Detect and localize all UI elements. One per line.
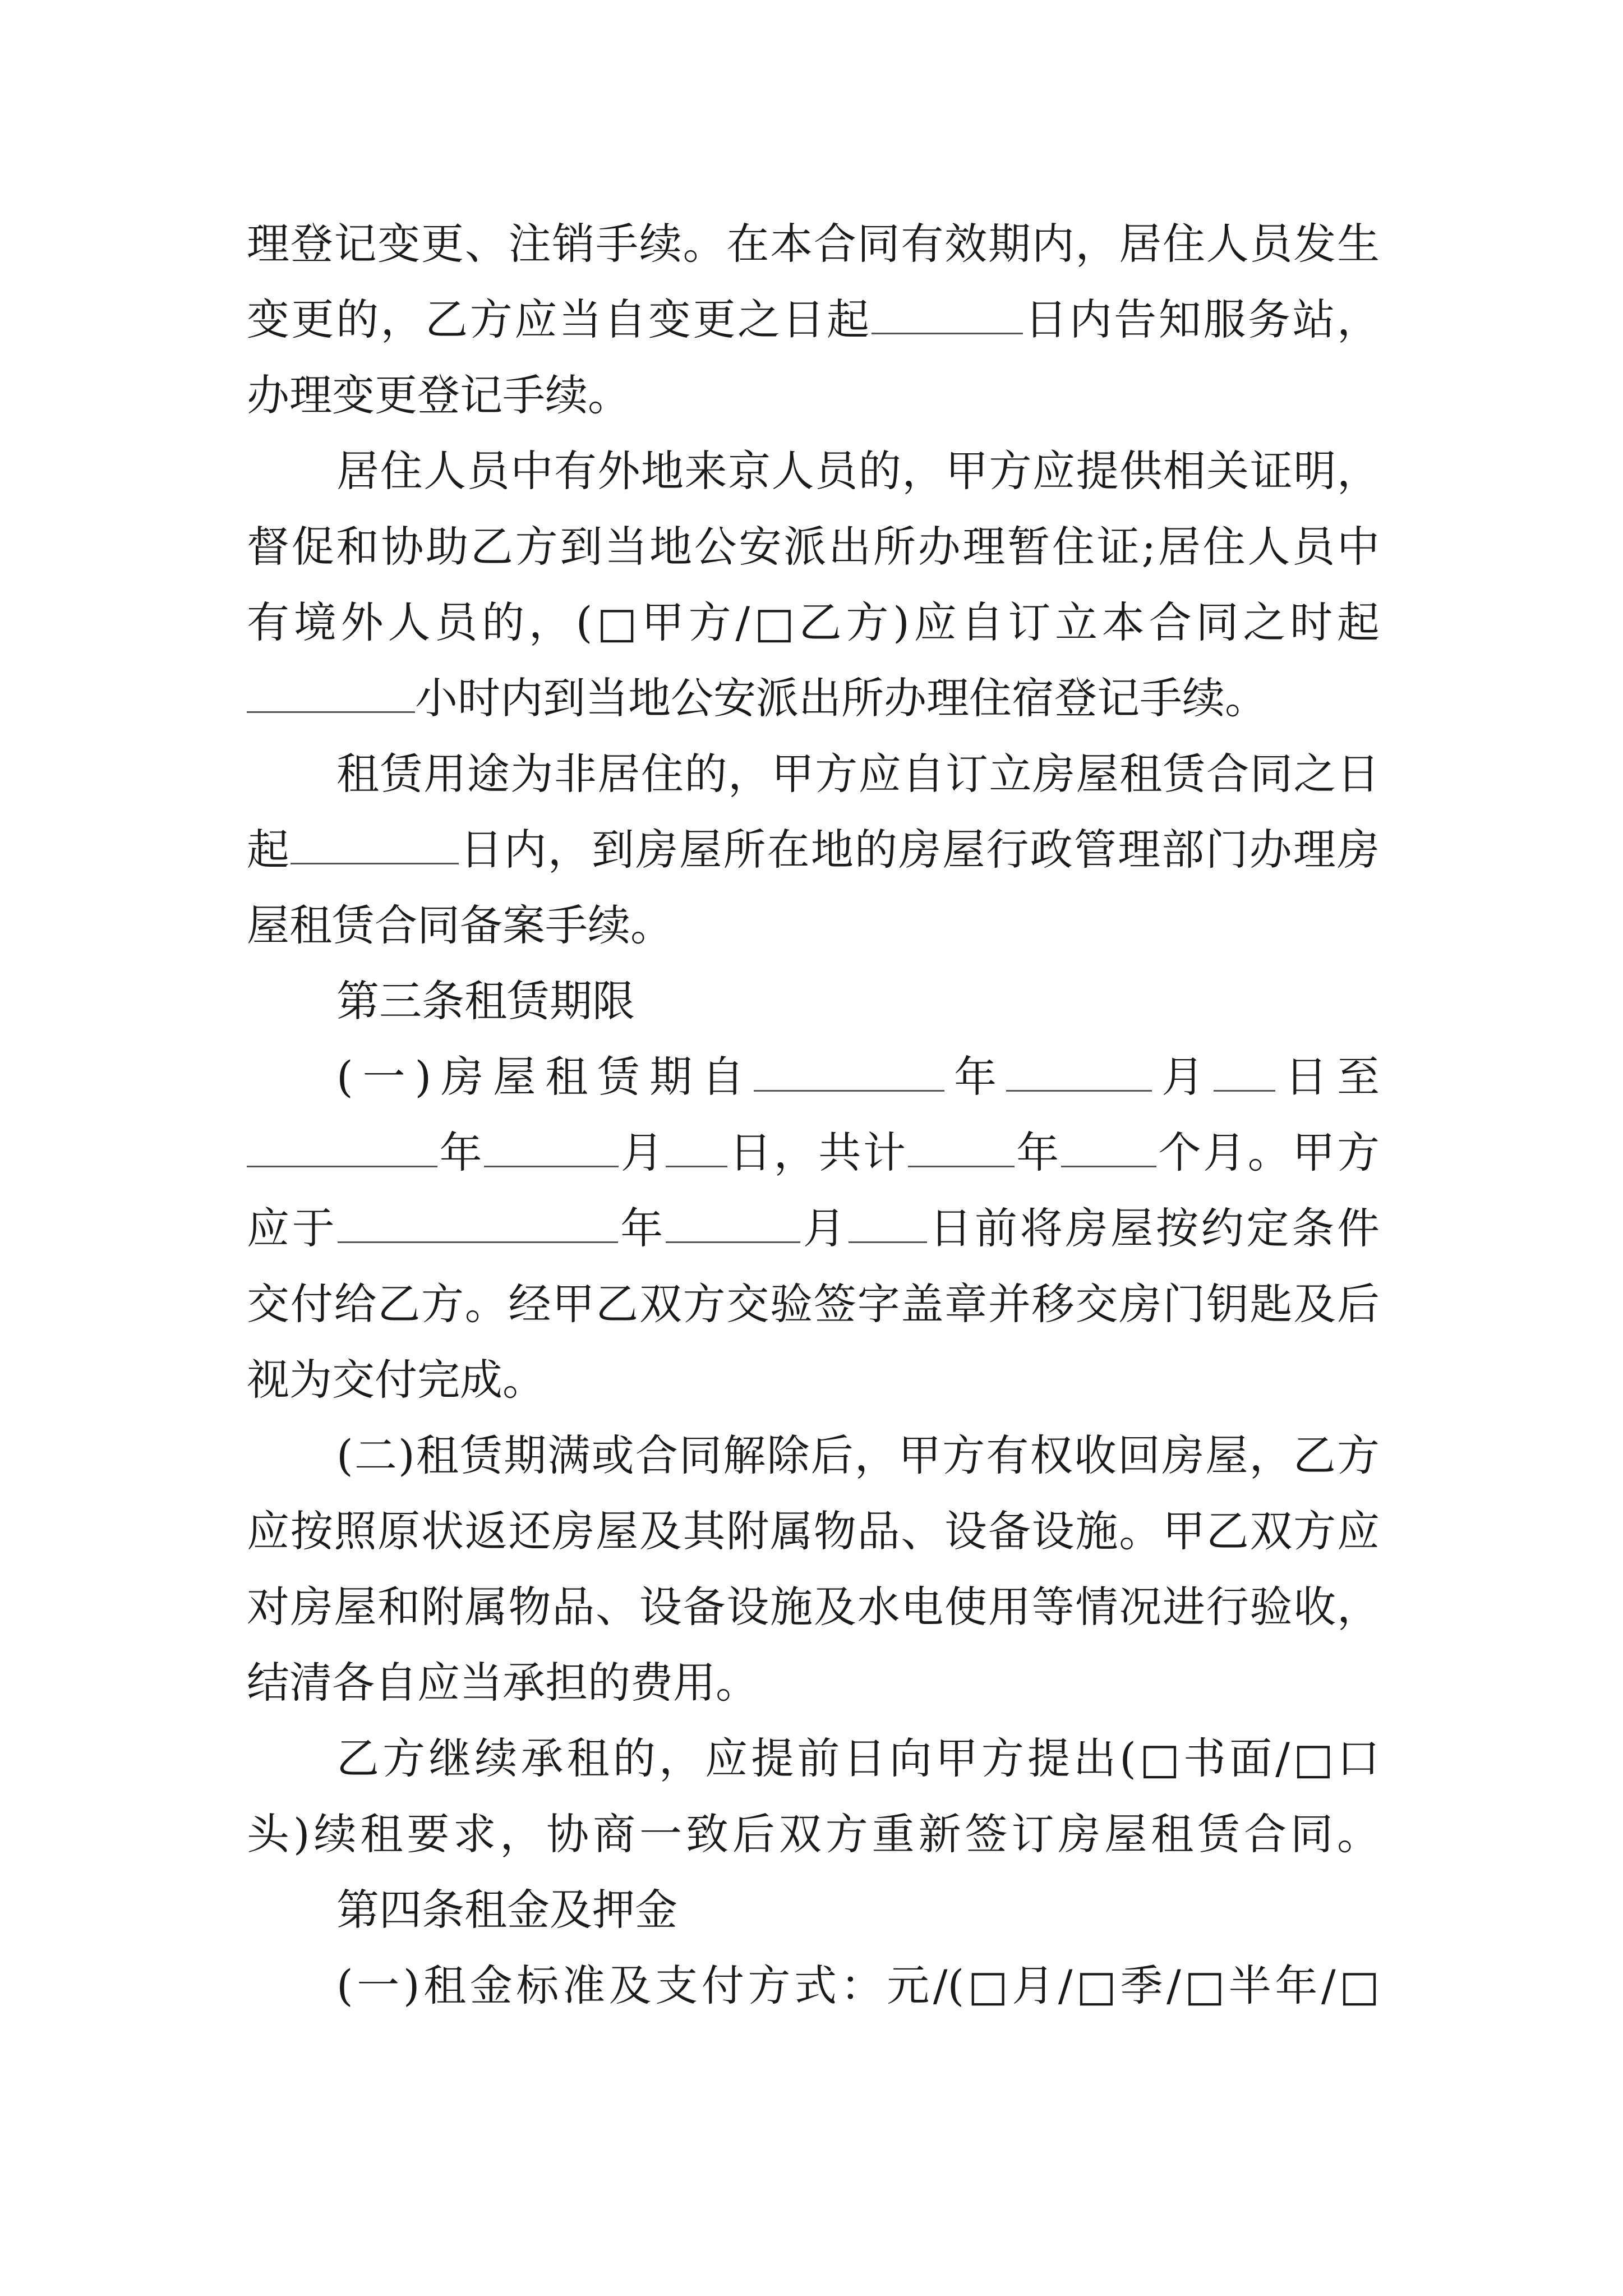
text-line: 居住人员中有外地来京人员的，甲方应提供相关证明， [336,446,1380,496]
blank-field [338,1207,618,1243]
text-segment: 年 [617,1203,666,1253]
text-line: 屋租赁合同备案手续。 [247,900,673,950]
blank-field [666,1131,727,1167]
text-line: 视为交付完成。 [247,1355,545,1405]
blank-field [1061,1131,1156,1167]
text-line: 督促和协助乙方到当地公安派出所办理暂住证;居住人员中 [247,522,1380,572]
text-segment: 日内，到房屋所在地的房屋行政管理部门办理房 [459,825,1380,875]
blank-field [849,1207,927,1243]
blank-field [872,298,1023,334]
text-line: 头)续租要求，协商一致后双方重新签订房屋租赁合同。 [247,1809,1380,1859]
blank-field [1006,1055,1152,1092]
text-segment: 年 [437,1128,485,1177]
text-line: 理登记变更、注销手续。在本合同有效期内，居住人员发生 [247,219,1380,269]
text-segment: 年 [1014,1128,1061,1177]
text-segment: 变更的，乙方应当自变更之日起 [247,295,872,344]
blank-field [484,1131,619,1167]
text-line: 有境外人员的，(□甲方/□乙方)应自订立本合同之时起 [247,597,1380,647]
text-segment: 小时内到当地公安派出所办理住宿登记手续。 [415,673,1267,723]
text-line: 乙方继续承租的，应提前日向甲方提出(□书面/□口 [336,1733,1380,1783]
text-segment: 日，共计 [727,1128,908,1177]
text-line [247,289,1380,351]
blank-field [247,1131,437,1167]
text-segment: 日至 [1275,1052,1380,1102]
text-segment: 日前将房屋按约定条件 [926,1203,1380,1253]
text-line [336,1046,1380,1108]
text-segment: 个月。甲方 [1156,1128,1380,1177]
text-line: 结清各自应当承担的费用。 [247,1658,758,1708]
text-segment: 起 [247,825,291,875]
text-line: 应按照原状返还房屋及其附属物品、设备设施。甲乙双方应 [247,1506,1380,1556]
section-heading: 第三条租赁期限 [336,976,635,1026]
text-line [247,1122,1380,1184]
text-line: 交付给乙方。经甲乙双方交验签字盖章并移交房门钥匙及后 [247,1279,1380,1329]
text-line [247,819,1380,881]
blank-field [754,1055,944,1092]
text-line: (一)租金标准及支付方式：元/(□月/□季/□半年/□ [336,1961,1380,2010]
text-line [247,1198,1380,1259]
blank-field [1214,1055,1275,1092]
section-heading: 第四条租金及押金 [336,1885,677,1935]
text-segment: 月 [800,1203,849,1253]
text-segment: 应于 [247,1203,338,1253]
text-segment: 年 [944,1052,1007,1102]
text-line: 租赁用途为非居住的，甲方应自订立房屋租赁合同之日 [336,749,1380,799]
text-segment: (一)房屋租赁期自 [336,1052,754,1102]
blank-field [666,1207,800,1243]
text-segment: 日内告知服务站， [1022,295,1380,344]
blank-field [247,677,415,713]
text-line: 办理变更登记手续。 [247,370,630,420]
text-line [247,668,1380,729]
text-line: 对房屋和附属物品、设备设施及水电使用等情况进行验收， [247,1582,1380,1632]
text-line: (二)租赁期满或合同解除后，甲方有权收回房屋，乙方 [336,1430,1380,1480]
text-segment: 月 [619,1128,666,1177]
blank-field [908,1131,1015,1167]
text-segment: 月 [1152,1052,1214,1102]
blank-field [291,828,459,864]
